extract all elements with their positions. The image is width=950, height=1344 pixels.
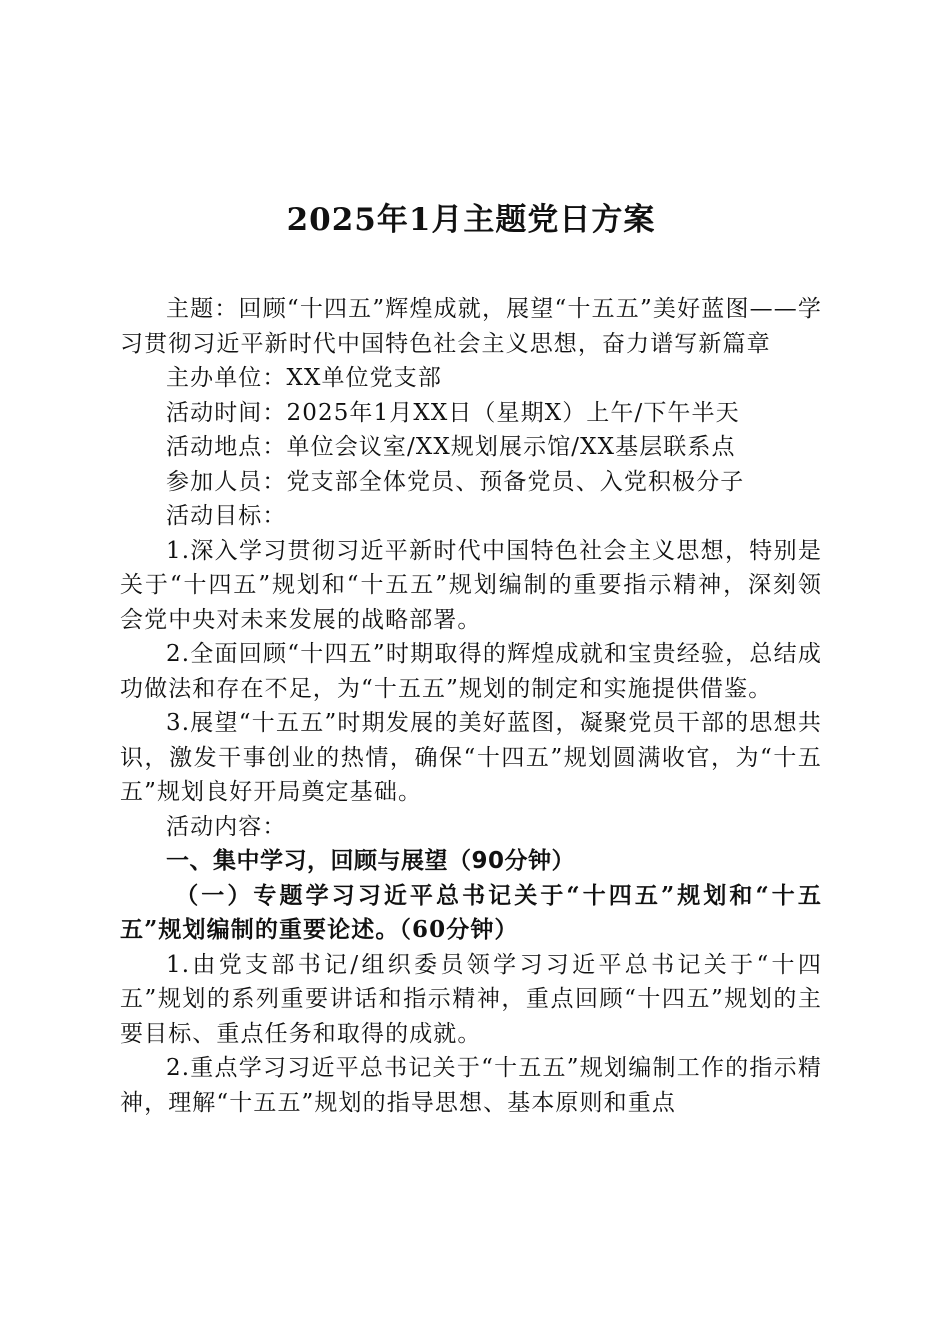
goals-label: 活动目标： (166, 503, 287, 529)
organizer-line: 主办单位：XX单位党支部 (166, 365, 442, 391)
section-heading: 一、集中学习，回顾与展望（90分钟） (166, 848, 576, 874)
section-subheading: （一）专题学习习近平总书记关于“十四五”规划和“十五五”规划编制的重要论述。（60分钟） (120, 881, 822, 943)
content-label: 活动内容： (166, 813, 287, 840)
participants-line: 参加人员：党支部全体党员、预备党员、入党积极分子 (166, 468, 745, 495)
theme-paragraph: 主题：回顾“十四五”辉煌成就，展望“十五五”美好蓝图——学习贯彻习近平新时代中国特色社会主义思想，奋力谱写新篇章 (120, 296, 822, 357)
goal-item: 2.全面回顾“十四五”时期取得的辉煌成就和宝贵经验，总结成功做法和存在不足，为“十五五”规划的制定和实施提供借鉴。 (120, 641, 822, 702)
goal-item: 1.深入学习贯彻习近平新时代中国特色社会主义思想，特别是关于“十四五”规划和“十五五”规划编制的重要指示精神，深刻领会党中央对未来发展的战略部署。 (120, 537, 822, 633)
location-line: 活动地点：单位会议室/XX规划展示馆/XX基层联系点 (166, 434, 736, 460)
time-line: 活动时间：2025年1月XX日（星期X）上午/下午半天 (166, 399, 740, 426)
content-item: 1.由党支部书记/组织委员领学习习近平总书记关于“十四五”规划的系列重要讲话和指示精神，重点回顾“十四五”规划的主要目标、重点任务和取得的成就。 (120, 951, 822, 1047)
document-title: 2025年1月主题党日方案 (286, 202, 656, 238)
content-item: 2.重点学习习近平总书记关于“十五五”规划编制工作的指示精神，理解“十五五”规划的指导思想、基本原则和重点 (120, 1055, 822, 1116)
document-body (120, 292, 822, 1120)
goal-item: 3.展望“十五五”时期发展的美好蓝图，凝聚党员干部的思想共识，激发干事创业的热情，确保“十四五”规划圆满收官，为“十五五”规划良好开局奠定基础。 (120, 710, 822, 805)
